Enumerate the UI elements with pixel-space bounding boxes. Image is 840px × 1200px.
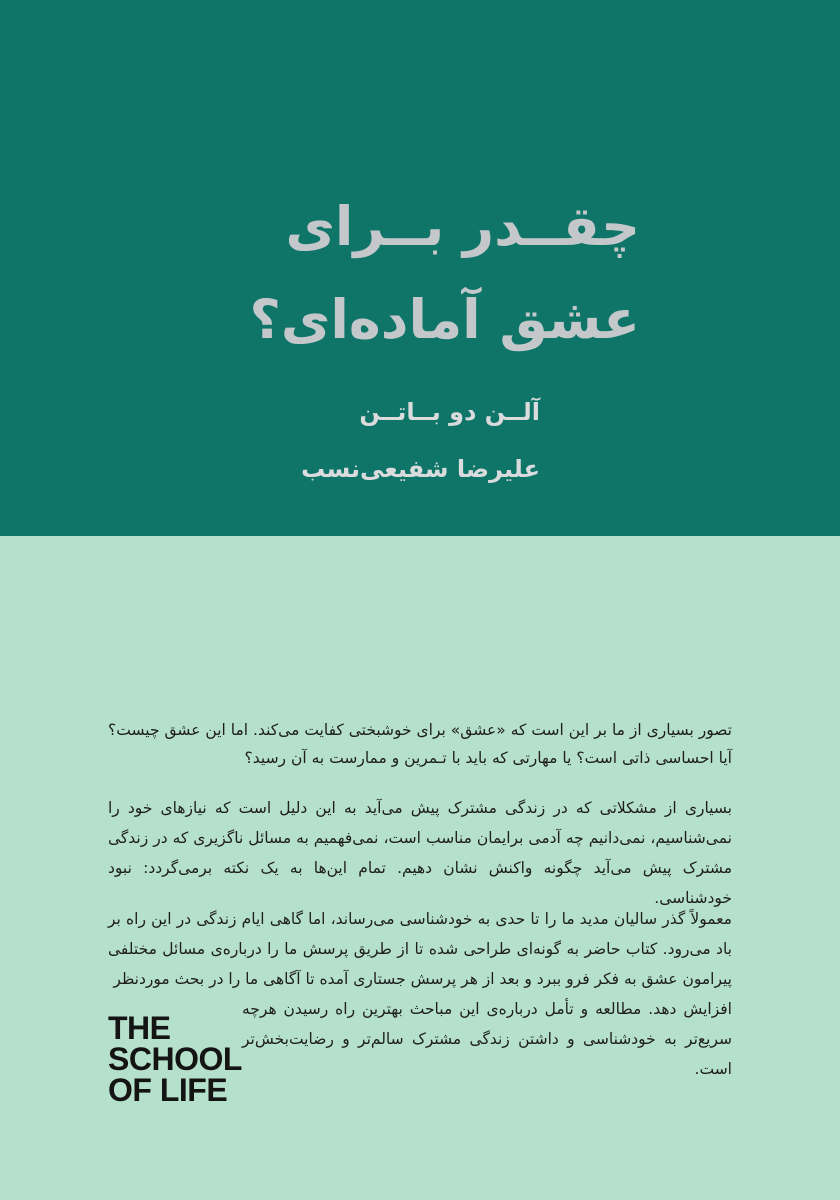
author-name: آلــن دو بــاتــن <box>359 398 540 426</box>
logo-line-3: OF LIFE <box>108 1072 228 1108</box>
school-of-life-logo <box>108 1010 242 1108</box>
blurb-paragraph-1: تصور بسیاری از ما بر این است که «عشق» برای خوشبختی کفایت می‌کند. اما این عشق چیست؟ آیا احساسی ذاتی است؟ یا مهارتی که باید با تـمرین و ممارست به آن رسید؟ <box>108 721 732 767</box>
logo-line-1: THE <box>108 1010 171 1046</box>
blurb-paragraph-3-tail: افزایش دهد. مطالعه و تأمل درباره‌ی این مباحث بهترین راه رسیدن هرچه سریع‌تر به خودشناسی و داشتن زندگی مشترک سالم‌تر و رضایت‌بخش‌تر است. <box>242 1000 732 1078</box>
book-title-line-1: چقــدر بــرای <box>285 195 640 258</box>
blurb-paragraph-2: بسیاری از مشکلاتی که در زندگی مشترک پیش می‌آید به این دلیل است که نیازهای خود را نمی‌شناسیم، نمی‌دانیم چه آدمی برایمان مناسب است، نمی‌فهمیم به مسائل ناگزیری که در زندگی مشترک پیش می‌آید چگونه واکنش نشان دهیم. تمام این‌ها به یک نکته برمی‌گردد: نبود خودشناسی. <box>108 799 732 907</box>
blurb-paragraph-3-main: معمولاً گذر سالیان مدید ما را تا حدی به خودشناسی می‌رساند، اما گاهی ایام زندگی در این راه بر باد می‌رود. کتاب حاضر به گونه‌ای طراحی شده تا از طریق پرسش ما را درباره‌ی مسائل مختلفی پیرامون عشق به فکر فرو ببرد و بعد از هر پرسش جستاری آمده تا آگاهی ما را در بحث موردنظر <box>108 910 732 988</box>
translator-name: علیرضا شفیعی‌نسب <box>301 455 540 483</box>
book-title-line-2: عشق آماده‌ای؟ <box>249 288 640 351</box>
logo-line-2: SCHOOL <box>108 1041 242 1077</box>
